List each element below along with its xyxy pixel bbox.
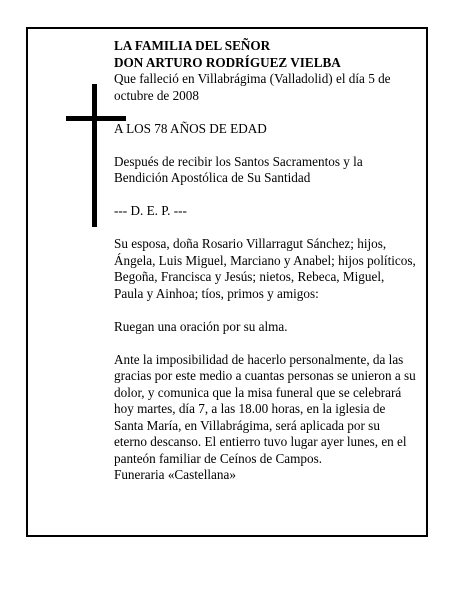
sacraments-statement: Después de recibir los Santos Sacramentos y la Bendición Apostólica de Su Santidad <box>114 153 363 185</box>
age-statement: A LOS 78 AÑOS DE EDAD <box>114 120 267 136</box>
funeral-statement: Ante la imposibilidad de hacerlo personalmente, da las gracias por este medio a cuantas personas se unieron a su dolor, y comunica que la misa funeral que se celebrará hoy martes, día 7, a las 18.00 horas, en la iglesia de Santa María, en Villabrágima, será aplicada por su eterno descanso. El entierro tuvo lugar ayer lunes, en el panteón familiar de Ceínos de Campos. <box>114 351 416 466</box>
family-statement: Su esposa, doña Rosario Villarragut Sánchez; hijos, Ángela, Luis Miguel, Marciano y Anabel; hijos políticos, Begoña, Francisca y Jesús; nietos, Rebeca, Miguel, Paula y Ainhoa; tíos, primos y amigos: <box>114 236 416 301</box>
rip-line: --- D. E. P. --- <box>114 203 187 218</box>
funeral-home: Funeraria «Castellana» <box>114 467 236 482</box>
heading-deceased-name: DON ARTURO RODRÍGUEZ VIELBA <box>114 54 341 70</box>
obituary-text <box>114 38 416 484</box>
heading-family-line: LA FAMILIA DEL SEÑOR <box>114 38 271 53</box>
death-statement: Que falleció en Villabrágima (Valladolid) el día 5 de octubre de 2008 <box>114 71 391 103</box>
cross-vertical-bar <box>92 84 97 227</box>
prayer-request: Ruegan una oración por su alma. <box>114 318 288 334</box>
